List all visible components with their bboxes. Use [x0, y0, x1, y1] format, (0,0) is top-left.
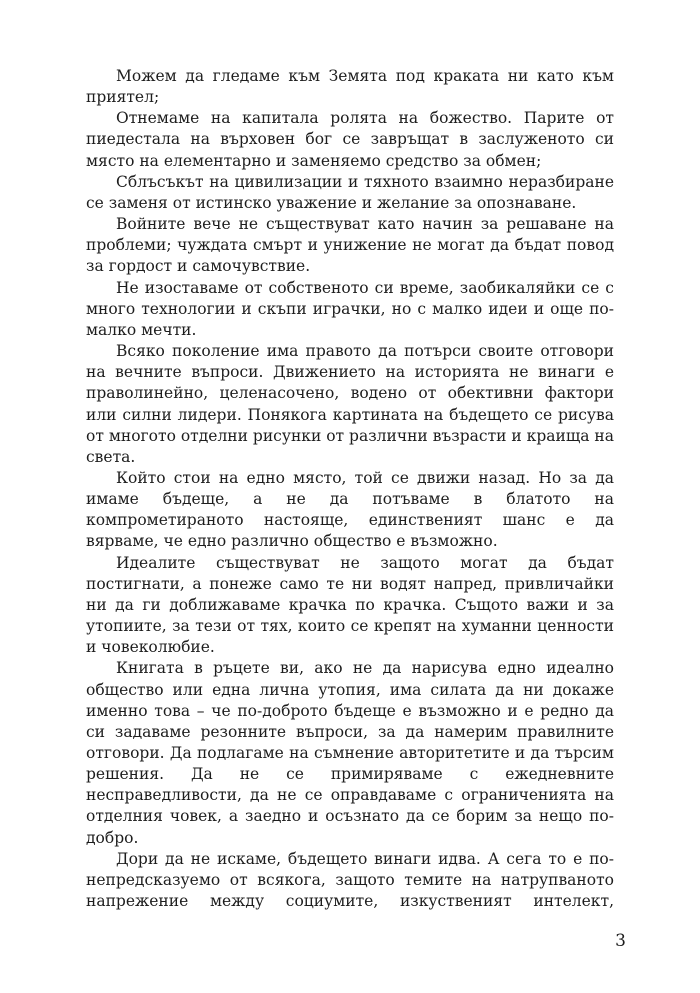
paragraph-1: Можем да гледаме към Земята под краката ни като към приятел;	[86, 67, 614, 107]
paragraph-2: Отнемаме на капитала ролята на божество. Парите от пиедестала на върховен бог се завръщат в заслуженото си място на елементарно и заменяемо средство за обмен;	[86, 109, 614, 170]
paragraph-5: Не изоставаме от собственото си време, заобикаляйки се с много технологии и скъпи играчки, но с малко идеи и още по-малко мечти.	[86, 278, 614, 339]
paragraph-9: Книгата в ръцете ви, ако не да нарисува едно идеално общество или една лична утопия, има силата да ни докаже именно това – че по-доброто бъдеще е възможно и е редно да си задаваме резонните въпроси, за да намерим правилните отговори. Да подлагаме на съмнение авторитетите и да търсим решения. Да не се примиряваме с ежедневните несправедливости, да не се оправдаваме с ограниченията на отделния човек, а заедно и осъзнато да се борим за нещо по-добро.	[86, 659, 614, 847]
page-number: 3	[615, 931, 626, 951]
paragraph-8: Идеалите съществуват не защото могат да бъдат постигнати, а понеже само те ни водят напред, привличайки ни да ги доближаваме крачка по крачка. Същото важи и за утопиите, за тези от тях, които се крепят на хуманни ценности и човеколюбие.	[86, 553, 614, 657]
paragraph-7: Който стои на едно място, той се движи назад. Но за да имаме бъдеще, а не да потъваме в блатото на компрометираното настояще, единственият шанс е да вярваме, че едно различно общество е възможно.	[86, 468, 614, 551]
paragraph-6: Всяко поколение има правото да потърси своите отговори на вечните въпроси. Движението на историята не винаги е праволинейно, целенасочено, водено от обективни фактори или силни лидери. Понякога картината на бъдещето се рисува от многото отделни рисунки от различни възрасти и краища на света.	[86, 342, 614, 466]
paragraph-10: Дори да не искаме, бъдещето винаги идва. А сега то е по-непредсказуемо от всякога, защото темите на натрупваното напрежение между социумите, изкуственият интелект,	[86, 849, 614, 911]
paragraph-4: Войните вече не съществуват като начин за решаване на проблеми; чуждата смърт и унижение не могат да бъдат повод за гордост и самочувствие.	[86, 215, 614, 276]
body-text	[86, 66, 614, 912]
paragraph-3: Сблъсъкът на цивилизации и тяхното взаимно неразбиране се заменя от истинско уважение и желание за опознаване.	[86, 172, 614, 212]
